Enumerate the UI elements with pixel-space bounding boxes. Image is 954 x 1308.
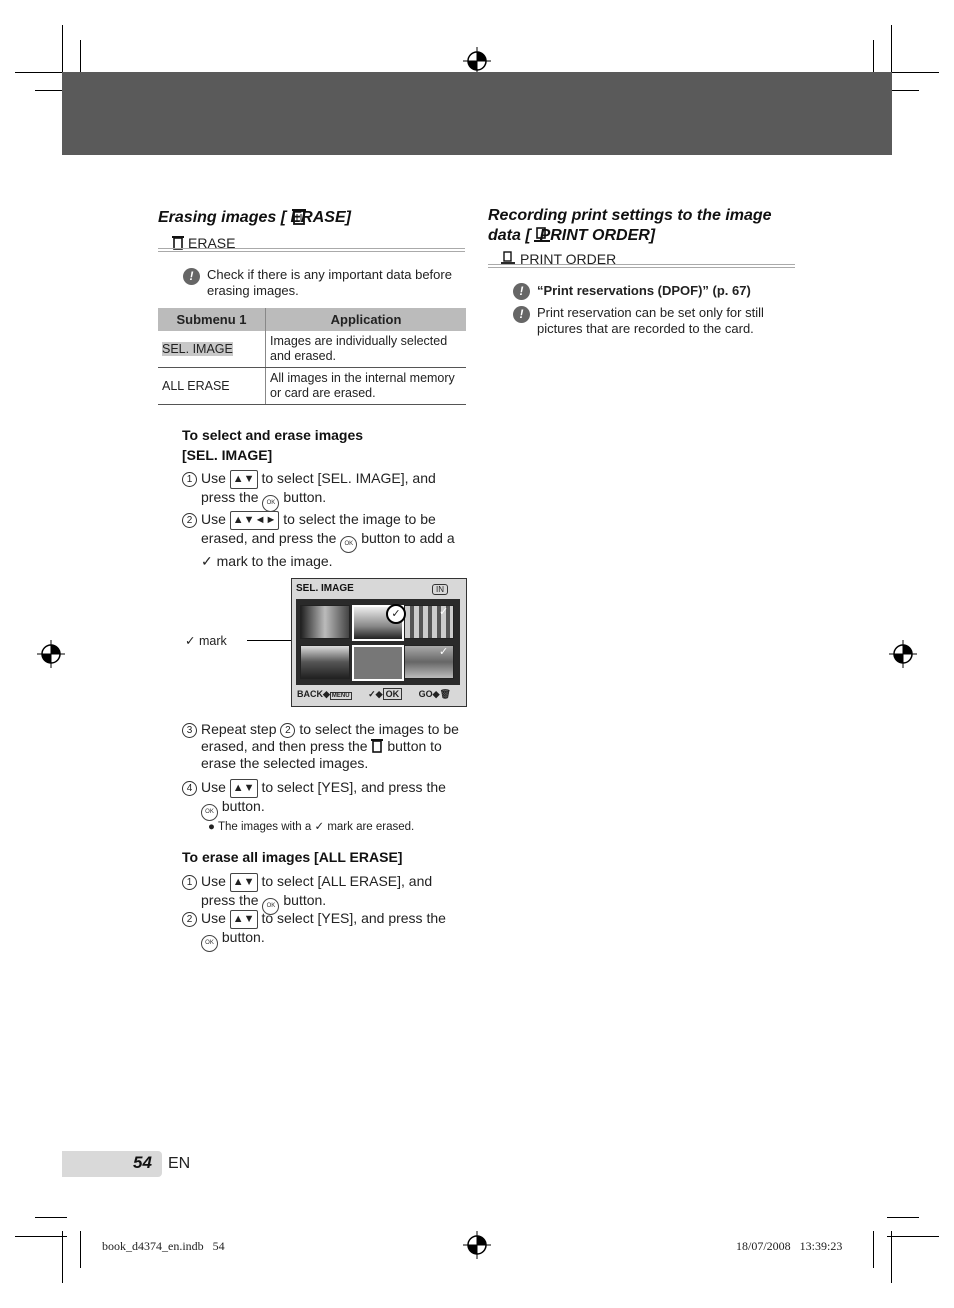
note-dpof: “Print reservations (DPOF)” (p. 67)	[537, 283, 751, 298]
screen-footer: BACK◆ MENU ✓◆ OK GO◆🗑	[297, 689, 451, 699]
crop-mark	[15, 1236, 67, 1237]
table-row	[158, 331, 466, 368]
check-mark-icon: ✓	[439, 606, 449, 618]
crop-mark	[887, 72, 939, 73]
ok-button-icon: OK	[340, 536, 357, 553]
caution-text: Check if there is any important data before erasing images.	[207, 267, 452, 298]
table-header: Application	[266, 308, 467, 331]
memory-badge: IN	[432, 584, 448, 595]
heading-line: data [ PRINT ORDER]	[488, 227, 656, 244]
divider	[488, 264, 795, 268]
header-band	[62, 72, 892, 155]
trash-icon	[292, 207, 306, 225]
crop-mark	[62, 1231, 63, 1283]
menu-path-erase: ERASE	[188, 235, 236, 251]
page-number: 54	[133, 1153, 152, 1172]
table-cell: SEL. IMAGE	[162, 341, 233, 356]
menu-path-print-order: PRINT ORDER	[520, 251, 617, 267]
submenu-table	[158, 308, 466, 405]
print-icon	[501, 251, 515, 265]
all-step-2: 2 Use ▲▼ to select [YES], and press the OK button.	[182, 910, 467, 952]
crop-mark	[887, 1236, 939, 1237]
camera-screen	[291, 578, 467, 707]
table-cell: ALL ERASE	[158, 368, 266, 405]
check-mark-icon: ✓	[201, 553, 213, 569]
table-cell: All images in the internal memory or card are erased.	[266, 368, 467, 405]
trash-icon	[371, 738, 383, 753]
table-row	[158, 368, 466, 405]
step-3: 3 Repeat step 2 to select the images to be erased, and then press the button to erase the selected images.	[182, 721, 467, 772]
subheading-line: [SEL. IMAGE]	[182, 447, 273, 463]
thumbnail-grid	[296, 599, 460, 685]
page-number-box	[62, 1151, 162, 1177]
step-number: 1	[182, 472, 197, 487]
all-step-1: 1 Use ▲▼ to select [ALL ERASE], and press the OK button.	[182, 873, 467, 915]
check-mark-icon: ✓	[439, 646, 449, 658]
check-mark-icon: ✓	[386, 604, 406, 624]
check-mark-icon: ✓	[314, 821, 325, 833]
thumbnail[interactable]	[300, 645, 350, 679]
ok-button-icon: OK	[201, 804, 218, 821]
step-number: 2	[182, 912, 197, 927]
arrow-pad-icon: ▲▼◄►	[230, 511, 280, 530]
footer-timestamp: 18/07/2008 13:39:23	[736, 1239, 843, 1253]
thumbnail[interactable]	[352, 645, 404, 681]
caution-icon: !	[183, 268, 200, 285]
step-number: 2	[182, 513, 197, 528]
step-number: 1	[182, 875, 197, 890]
divider	[158, 248, 465, 252]
ok-button-icon: OK	[262, 898, 279, 915]
registration-mark	[37, 640, 65, 668]
bullet-icon: ●	[208, 821, 215, 833]
heading-line: Recording print settings to the image	[488, 207, 772, 224]
step-number: 4	[182, 781, 197, 796]
up-down-button-icon: ▲▼	[230, 470, 258, 489]
screen-title: SEL. IMAGE	[296, 583, 354, 594]
subheading-sel-image	[182, 425, 363, 465]
crop-mark	[891, 25, 892, 77]
table-cell: Images are individually selected and erased.	[266, 331, 467, 368]
subheading-line: To select and erase images	[182, 427, 364, 443]
thumbnail[interactable]	[300, 605, 350, 639]
footer-filename: book_d4374_en.indb 54	[102, 1239, 225, 1253]
up-down-button-icon: ▲▼	[230, 910, 258, 929]
up-down-button-icon: ▲▼	[230, 873, 258, 892]
crop-mark	[35, 1217, 67, 1218]
crop-mark	[62, 25, 63, 77]
crop-mark	[873, 1231, 874, 1268]
crop-mark	[15, 72, 67, 73]
crop-mark	[80, 1231, 81, 1268]
crop-mark	[887, 1217, 919, 1218]
caution-icon: !	[513, 306, 530, 323]
bullet-note: ● The images with a ✓ mark are erased.	[208, 821, 415, 833]
caution-icon: !	[513, 283, 530, 300]
registration-mark	[463, 1231, 491, 1259]
check-mark-icon: ✓	[368, 689, 376, 699]
step-4: 4 Use ▲▼ to select [YES], and press the OK button.	[182, 779, 467, 821]
step-2: 2 Use ▲▼◄► to select the image to be erased, and press the OK button to add a ✓ mark to the image.	[182, 511, 467, 570]
ok-button-icon: OK	[201, 935, 218, 952]
trash-icon: 🗑	[439, 689, 451, 699]
registration-mark	[889, 640, 917, 668]
mark-callout-label: ✓ mark	[185, 634, 227, 648]
section-heading-erase: Erasing images [ ERASE]	[158, 209, 351, 226]
table-header: Submenu 1	[158, 308, 266, 331]
up-down-button-icon: ▲▼	[230, 779, 258, 798]
step-number: 3	[182, 723, 197, 738]
print-icon	[534, 227, 550, 243]
language-label: EN	[168, 1155, 191, 1172]
step-reference: 2	[280, 723, 295, 738]
step-1: 1 Use ▲▼ to select [SEL. IMAGE], and press the OK button.	[182, 470, 467, 512]
crop-mark	[891, 1231, 892, 1283]
ok-button-icon: OK	[262, 495, 279, 512]
check-mark-icon: ✓	[185, 634, 196, 648]
subheading-all-erase: To erase all images [ALL ERASE]	[182, 849, 403, 865]
registration-mark	[463, 47, 491, 75]
note-still-pictures: Print reservation can be set only for still pictures that are recorded to the card.	[537, 305, 764, 336]
